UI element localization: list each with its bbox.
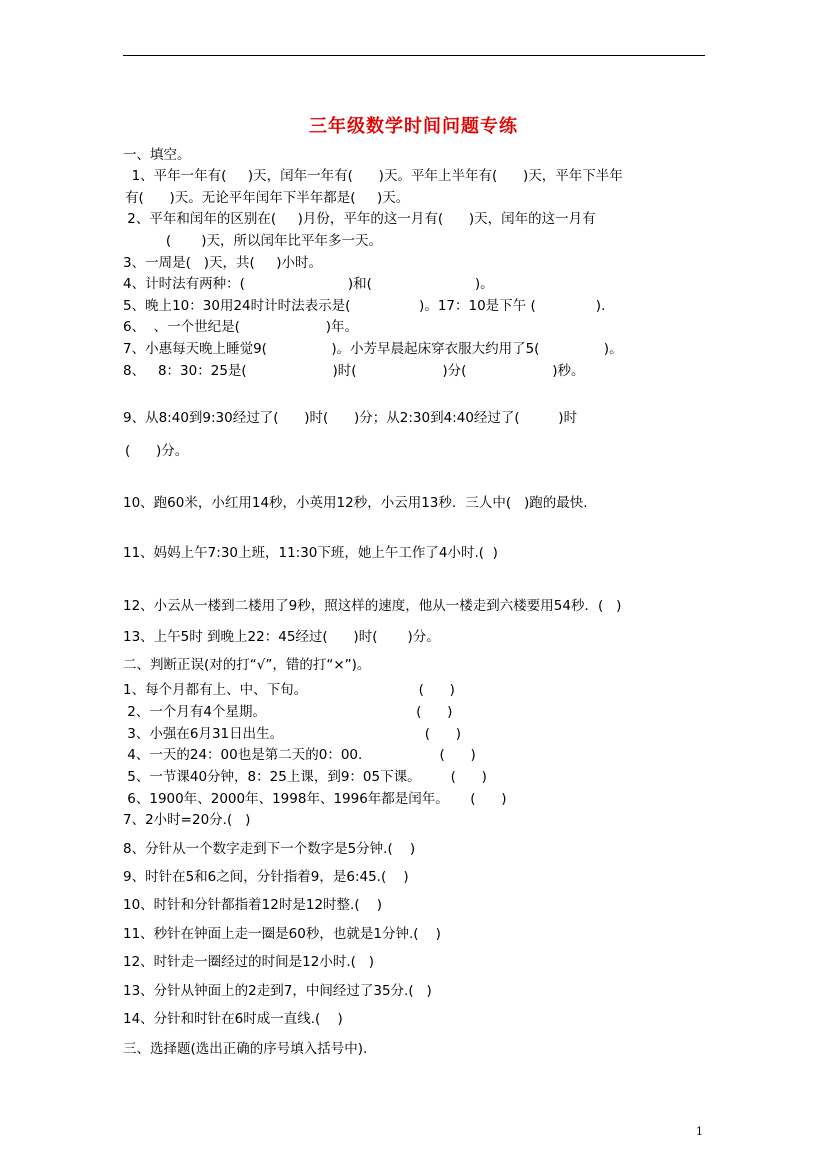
question-line: 10、时针和分针都指着12时是12时整.( ): [123, 897, 383, 913]
section-heading: 二、判断正误(对的打“√”，错的打“×”)。: [123, 657, 371, 673]
question-line: 7、小惠每天晚上睡觉9( )。小芳早晨起床穿衣服大约用了5( )。: [123, 341, 623, 357]
question-line: 8、 8：30：25是( )时( )分( )秒。: [123, 363, 585, 379]
question-line: 5、一节课40分钟，8：25上课，到9：05下课。 ( ): [123, 769, 487, 785]
question-line: 8、分针从一个数字走到下一个数字是5分钟.( ): [123, 841, 416, 857]
question-line: 3、小强在6月31日出生。 ( ): [123, 726, 462, 742]
question-line: 6、1900年、2000年、1998年、1996年都是闰年。 ( ): [123, 791, 507, 807]
question-line: 6、 、一个世纪是( )年。: [123, 319, 359, 335]
question-line: 12、小云从一楼到二楼用了9秒，照这样的速度，他从一楼走到六楼要用54秒．( ): [123, 598, 622, 614]
question-line: 4、计时法有两种：( )和( )。: [123, 276, 494, 292]
question-line: 有( )天。无论平年闰年下半年都是( )天。: [125, 190, 410, 206]
question-line: 2、平年和闰年的区别在( )月份，平年的这一月有( )天，闰年的这一月有: [123, 211, 596, 227]
question-line: 11、妈妈上午7:30上班，11:30下班，她上午工作了4小时.( ): [123, 545, 498, 561]
question-line: 1、平年一年有( )天，闰年一年有( )天。平年上半年有( )天，平年下半年: [123, 168, 623, 184]
question-line: 13、上午5时 到晚上22：45经过( )时( )分。: [123, 629, 440, 645]
question-line: ( )分。: [125, 443, 189, 459]
question-line: 4、一天的24：00也是第二天的0：00. ( ): [123, 747, 476, 763]
page-title: 三年级数学时间问题专练: [309, 116, 518, 137]
section-heading: 三、选择题(选出正确的序号填入括号中).: [123, 1041, 368, 1057]
question-line: ( )天，所以闰年比平年多一天。: [123, 233, 382, 249]
question-line: 12、时针走一圈经过的时间是12小时.( ): [123, 954, 375, 970]
question-line: 9、时针在5和6之间，分针指着9，是6:45.( ): [123, 869, 409, 885]
question-line: 9、从8:40到9:30经过了( )时( )分；从2:30到4:40经过了( )时: [123, 410, 578, 426]
question-line: 7、2小时=20分.( ): [123, 812, 251, 828]
question-line: 5、晚上10：30用24时计时法表示是( )。17：10是下午 ( ).: [123, 298, 606, 314]
header-rule: [123, 55, 705, 56]
question-line: 14、分针和时针在6时成一直线.( ): [123, 1011, 343, 1027]
question-line: 1、每个月都有上、中、下旬。 ( ): [123, 682, 455, 698]
section-heading: 一、填空。: [123, 147, 191, 163]
page-number: 1: [696, 1125, 703, 1138]
question-line: 10、跑60米，小红用14秒，小英用12秒，小云用13秒．三人中( )跑的最快.: [123, 495, 588, 511]
question-line: 13、分针从钟面上的2走到7，中间经过了35分.( ): [123, 983, 432, 999]
question-line: 2、一个月有4个星期。 ( ): [123, 704, 453, 720]
question-line: 3、一周是( )天，共( )小时。: [123, 255, 322, 271]
question-line: 11、秒针在钟面上走一圈是60秒，也就是1分钟.( ): [123, 926, 441, 942]
